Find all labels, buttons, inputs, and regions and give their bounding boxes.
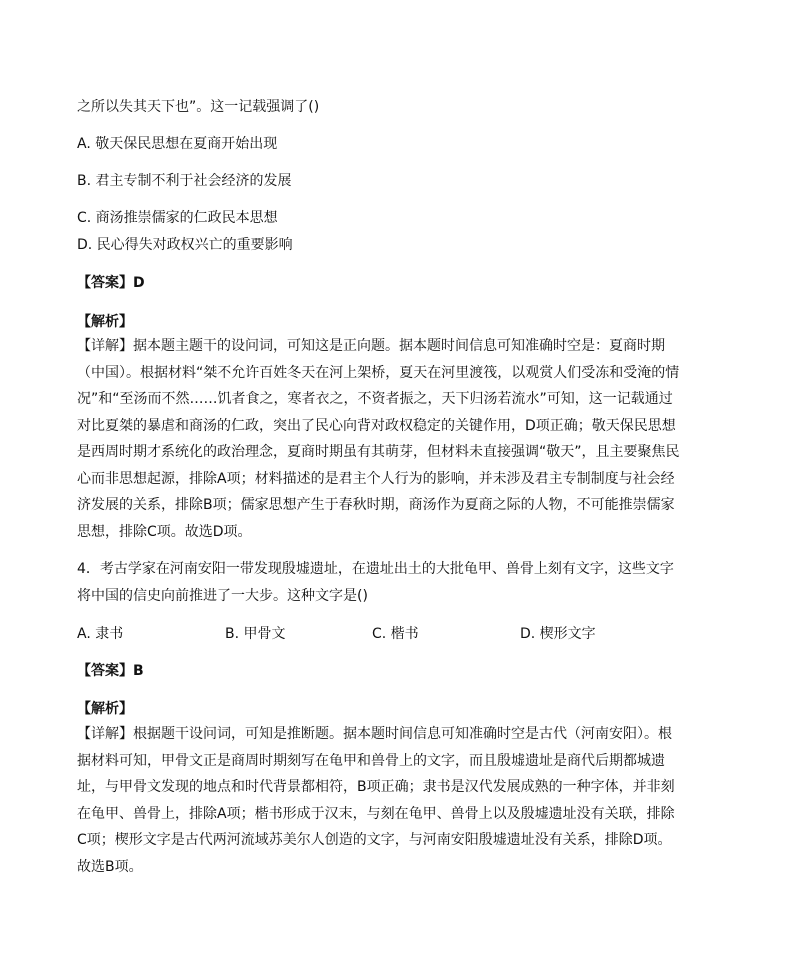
q3-analysis-label: 【解析】	[77, 314, 133, 330]
q3-answer: 【答案】D	[77, 275, 145, 291]
q4-option-a: A. 隶书	[77, 626, 124, 642]
q4-option-c: C. 楷书	[372, 626, 419, 642]
q3-option-a: A. 敬天保民思想在夏商开始出现	[77, 136, 278, 152]
q3-option-d: D. 民心得失对政权兴亡的重要影响	[77, 237, 293, 253]
q4-stem: 4．考古学家在河南安阳一带发现殷墟遗址，在遗址出土的大批龟甲、兽骨上刻有文字，这些文字将中国的信史向前推进了一大步。这种文字是()	[77, 561, 674, 604]
q4-answer: 【答案】B	[77, 663, 144, 679]
q3-option-b: B. 君主专制不利于社会经济的发展	[77, 173, 292, 189]
q4-analysis: 【详解】根据题干设问词，可知是推断题。据本题时间信息可知准确时空是古代（河南安阳）。根据材料可知，甲骨文正是商周时期刻写在龟甲和兽骨上的文字，而且殷墟遗址是商代后期都城遗址，与甲骨文发现的地点和时代背景都相符，B项正确；隶书是汉代发展成熟的一种字体，并非刻在龟甲、兽骨上，排除A项；楷书形成于汉末，与刻在龟甲、兽骨上以及殷墟遗址没有关联，排除C项；楔形文字是古代两河流域苏美尔人创造的文字，与河南安阳殷墟遗址没有关系，排除D项。故选B项。	[77, 726, 675, 875]
q4-option-d: D. 楔形文字	[520, 626, 596, 642]
q4-option-b: B. 甲骨文	[225, 626, 286, 642]
q3-analysis: 【详解】据本题主题干的设问词，可知这是正向题。据本题时间信息可知准确时空是：夏商时期（中国）。根据材料“桀不允许百姓冬天在河上架桥，夏天在河里渡筏，以观赏人们受冻和受淹的情况”和“至汤而不然……饥者食之，寒者衣之，不资者振之，天下归汤若流水”可知，这一记载通过对比夏桀的暴虐和商汤的仁政，突出了民心向背对政权稳定的关键作用，D项正确；敬天保民思想是西周时期才系统化的政治理念，夏商时期虽有其萌芽，但材料未直接强调“敬天”，且主要聚焦民心而非思想起源，排除A项；材料描述的是君主个人行为的影响，并未涉及君主专制制度与社会经济发展的关系，排除B项；儒家思想产生于春秋时期，商汤作为夏商之际的人物，不可能推崇儒家思想，排除C项。故选D项。	[77, 338, 680, 540]
q3-stem-tail: 之所以失其天下也”。这一记载强调了()	[77, 99, 320, 115]
q3-option-c: C. 商汤推崇儒家的仁政民本思想	[77, 210, 278, 226]
q4-analysis-label: 【解析】	[77, 701, 133, 717]
